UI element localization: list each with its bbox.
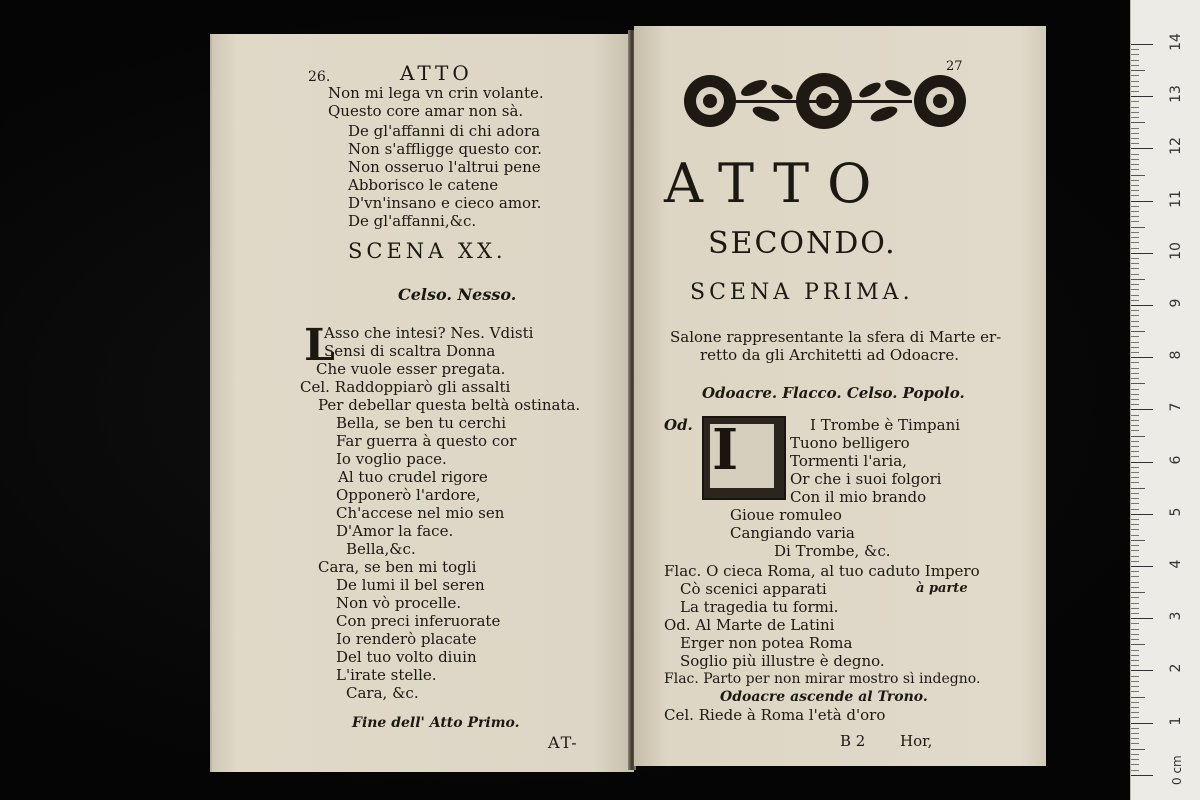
- ruler-tick: [1131, 738, 1139, 739]
- ruler-tick: [1131, 190, 1139, 191]
- ruler-tick: [1131, 686, 1139, 687]
- ruler-tick: [1131, 404, 1139, 405]
- ruler-tick: [1131, 670, 1153, 671]
- ruler-tick: [1131, 472, 1139, 473]
- ruler-tick: [1131, 315, 1139, 316]
- ruler-tick: [1131, 258, 1139, 259]
- scene-characters: Odoacre. Flacco. Celso. Popolo.: [702, 384, 965, 402]
- ruler-number: 14: [1168, 33, 1184, 51]
- ruler-tick: [1131, 378, 1139, 379]
- ruler-tick: [1131, 556, 1139, 557]
- ruler-tick: [1131, 284, 1139, 285]
- ruler-number: 6: [1168, 455, 1184, 465]
- song-line: De gl'affanni,&c.: [348, 212, 477, 230]
- ruler-tick: [1131, 112, 1139, 113]
- ruler-tick: [1131, 446, 1139, 447]
- ruler-tick: [1131, 603, 1139, 604]
- dialogue-line: L'irate stelle.: [336, 666, 437, 684]
- song-line: Non osseruo l'altrui pene: [348, 158, 541, 176]
- ruler-tick: [1131, 107, 1139, 108]
- verse-line: Di Trombe, &c.: [774, 542, 891, 560]
- song-line: D'vn'insano e cieco amor.: [348, 194, 542, 212]
- ruler-tick: [1131, 665, 1139, 666]
- ruler-tick: [1131, 279, 1145, 280]
- ruler-tick: [1131, 368, 1139, 369]
- dialogue-line: Cel. Raddoppiarò gli assalti: [300, 378, 511, 396]
- decorated-initial: [702, 416, 786, 500]
- ruler-tick: [1131, 576, 1139, 577]
- ruler-number: 11: [1168, 189, 1184, 208]
- dialogue-line: Asso che intesi? Nes. Vdisti: [324, 324, 534, 342]
- ruler-tick: [1131, 321, 1139, 322]
- ruler-tick: [1131, 44, 1153, 45]
- dialogue-line: De lumi il bel seren: [336, 576, 485, 594]
- ruler-tick: [1131, 91, 1139, 92]
- ruler-tick: [1131, 634, 1139, 635]
- catchword: AT-: [548, 733, 579, 752]
- dialogue-line: Cel. Riede à Roma l'età d'oro: [664, 706, 886, 724]
- ruler-tick: [1131, 357, 1153, 358]
- ruler-tick: [1131, 185, 1139, 186]
- dialogue-line: Per debellar questa beltà ostinata.: [318, 396, 581, 414]
- song-line: Abborisco le catene: [348, 176, 499, 194]
- initial-letter: I: [712, 417, 739, 483]
- ruler-tick: [1131, 70, 1145, 71]
- song-line: De gl'affanni di chi adora: [348, 122, 541, 140]
- dialogue-line: Cara, se ben mi togli: [318, 558, 477, 576]
- ruler-tick: [1131, 117, 1139, 118]
- ruler-tick: [1131, 347, 1139, 348]
- ruler-tick: [1131, 540, 1145, 541]
- setting-line: retto da gli Architetti ad Odoacre.: [700, 346, 959, 364]
- ruler-tick: [1131, 456, 1139, 457]
- ruler-tick: [1131, 211, 1139, 212]
- ruler-number: 8: [1168, 350, 1184, 360]
- ruler-tick: [1131, 60, 1139, 61]
- ruler-tick: [1131, 639, 1139, 640]
- ruler-tick: [1131, 712, 1139, 713]
- scene-title: SCENA XX.: [348, 239, 507, 263]
- ruler-tick: [1131, 86, 1139, 87]
- ruler-tick: [1131, 618, 1153, 619]
- ruler-tick: [1131, 300, 1139, 301]
- ruler-number: 7: [1168, 402, 1184, 412]
- ruler-tick: [1131, 159, 1139, 160]
- ruler-tick: [1131, 707, 1139, 708]
- ruler-tick: [1131, 221, 1139, 222]
- stage-aside: à parte: [916, 581, 968, 596]
- dialogue-line: Flac. O cieca Roma, al tuo caduto Impero: [664, 562, 980, 580]
- ruler-tick: [1131, 399, 1139, 400]
- ruler-number: 4: [1168, 559, 1184, 569]
- ruler-tick: [1131, 717, 1139, 718]
- ruler-tick: [1131, 545, 1139, 546]
- ruler-tick: [1131, 394, 1139, 395]
- ruler-tick: [1131, 770, 1139, 771]
- page-number: 27: [946, 59, 963, 74]
- ruler-tick: [1131, 389, 1139, 390]
- verse-line: I Trombe è Timpani: [810, 416, 961, 434]
- dialogue-line: Non vò procelle.: [336, 594, 462, 612]
- ruler-tick: [1131, 430, 1139, 431]
- ruler-tick: [1131, 206, 1139, 207]
- ruler-tick: [1131, 477, 1139, 478]
- ruler-tick: [1131, 702, 1139, 703]
- ruler-tick: [1131, 154, 1139, 155]
- dialogue-line: Io voglio pace.: [336, 450, 447, 468]
- ruler-tick: [1131, 169, 1139, 170]
- ruler-tick: [1131, 759, 1139, 760]
- measuring-ruler: [1130, 0, 1200, 800]
- ruler-tick: [1131, 420, 1139, 421]
- ruler-tick: [1131, 49, 1139, 50]
- ruler-tick: [1131, 237, 1139, 238]
- ruler-tick: [1131, 148, 1153, 149]
- dialogue-line: Bella, se ben tu cerchi: [336, 414, 506, 432]
- ruler-tick: [1131, 164, 1139, 165]
- ruler-tick: [1131, 644, 1145, 645]
- stage-direction: Odoacre ascende al Trono.: [720, 689, 928, 705]
- dialogue-line: Ch'accese nel mio sen: [336, 504, 505, 522]
- ruler-tick: [1131, 326, 1139, 327]
- ruler-tick: [1131, 498, 1139, 499]
- verse-line: Tuono belligero: [790, 434, 910, 452]
- ruler-tick: [1131, 352, 1139, 353]
- ruler-tick: [1131, 128, 1139, 129]
- ruler-tick: [1131, 122, 1145, 123]
- ruler-tick: [1131, 519, 1139, 520]
- ruler-tick: [1131, 597, 1139, 598]
- ruler-tick: [1131, 697, 1145, 698]
- dialogue-line: Del tuo volto diuin: [336, 648, 477, 666]
- verse-line: Cangiando varia: [730, 524, 855, 542]
- ruler-tick: [1131, 733, 1139, 734]
- ruler-number: 3: [1168, 611, 1184, 621]
- ruler-tick: [1131, 754, 1139, 755]
- page-number: 26.: [308, 69, 331, 85]
- ruler-tick: [1131, 373, 1139, 374]
- ruler-tick: [1131, 242, 1139, 243]
- ruler-tick: [1131, 613, 1139, 614]
- ruler-number: 9: [1168, 298, 1184, 308]
- ruler-tick: [1131, 441, 1139, 442]
- left-page: [210, 34, 634, 772]
- ruler-tick: [1131, 138, 1139, 139]
- ruler-tick: [1131, 362, 1139, 363]
- song-line: Questo core amar non sà.: [328, 102, 524, 120]
- dialogue-line: Soglio più illustre è degno.: [680, 652, 885, 670]
- ruler-tick: [1131, 451, 1139, 452]
- ruler-tick: [1131, 529, 1139, 530]
- dialogue-line: Sensi di scaltra Donna: [324, 342, 496, 360]
- ruler-tick: [1131, 592, 1145, 593]
- ruler-tick: [1131, 201, 1153, 202]
- ruler-number: 5: [1168, 507, 1184, 517]
- ruler-tick: [1131, 587, 1139, 588]
- ruler-tick: [1131, 743, 1139, 744]
- scene-title: SCENA PRIMA.: [690, 280, 914, 305]
- ruler-tick: [1131, 535, 1139, 536]
- drop-cap: L: [304, 320, 335, 371]
- ruler-unit-label: 0 cm: [1170, 755, 1184, 785]
- ruler-tick: [1131, 493, 1139, 494]
- ruler-tick: [1131, 509, 1139, 510]
- catchword: Hor,: [900, 732, 933, 750]
- ruler-tick: [1131, 175, 1145, 176]
- dialogue-line: Far guerra à questo cor: [336, 432, 517, 450]
- ruler-tick: [1131, 467, 1139, 468]
- dialogue-line: Cara, &c.: [346, 684, 419, 702]
- ruler-tick: [1131, 295, 1139, 296]
- end-of-act-note: Fine dell' Atto Primo.: [352, 715, 520, 731]
- ruler-tick: [1131, 629, 1139, 630]
- ruler-tick: [1131, 274, 1139, 275]
- ruler-tick: [1131, 503, 1139, 504]
- dialogue-line: La tragedia tu formi.: [680, 598, 839, 616]
- scene-characters: Celso. Nesso.: [398, 285, 517, 304]
- ruler-tick: [1131, 342, 1139, 343]
- dialogue-line: Od. Al Marte de Latini: [664, 616, 835, 634]
- right-page: [634, 26, 1046, 766]
- ruler-tick: [1131, 81, 1139, 82]
- dialogue-line: D'Amor la face.: [336, 522, 454, 540]
- ruler-tick: [1131, 54, 1139, 55]
- ruler-tick: [1131, 488, 1145, 489]
- ruler-tick: [1131, 676, 1139, 677]
- ruler-tick: [1131, 268, 1139, 269]
- ruler-tick: [1131, 289, 1139, 290]
- ruler-tick: [1131, 310, 1139, 311]
- verse-line: Tormenti l'aria,: [790, 452, 907, 470]
- ruler-tick: [1131, 681, 1139, 682]
- dialogue-line: Erger non potea Roma: [680, 634, 853, 652]
- dialogue-line: Con preci inferuorate: [336, 612, 501, 630]
- ruler-tick: [1131, 655, 1139, 656]
- ruler-tick: [1131, 305, 1153, 306]
- ruler-tick: [1131, 775, 1153, 776]
- ruler-tick: [1131, 524, 1139, 525]
- act-title: ATTO: [664, 152, 890, 215]
- ruler-tick: [1131, 415, 1139, 416]
- ruler-tick: [1131, 96, 1153, 97]
- verse-line: Or che i suoi folgori: [790, 470, 942, 488]
- dialogue-line: Flac. Parto per non mirar mostro sì indegno.: [664, 671, 981, 687]
- ruler-tick: [1131, 195, 1139, 196]
- ruler-tick: [1131, 216, 1139, 217]
- ruler-tick: [1131, 764, 1139, 765]
- ruler-number: 13: [1168, 85, 1184, 104]
- dialogue-line: Bella,&c.: [346, 540, 416, 558]
- ruler-tick: [1131, 133, 1139, 134]
- ruler-tick: [1131, 691, 1139, 692]
- song-line: Non mi lega vn crin volante.: [328, 84, 544, 102]
- setting-line: Salone rappresentante la sfera di Marte er-: [670, 328, 1002, 346]
- ruler-number: 10: [1168, 241, 1184, 260]
- dialogue-line: Che vuole esser pregata.: [316, 360, 506, 378]
- floral-ornament: [674, 68, 974, 134]
- ruler-tick: [1131, 75, 1139, 76]
- ruler-tick: [1131, 180, 1139, 181]
- act-subtitle: SECONDO.: [708, 226, 897, 261]
- ruler-tick: [1131, 383, 1145, 384]
- ruler-tick: [1131, 248, 1139, 249]
- ruler-tick: [1131, 65, 1139, 66]
- ruler-tick: [1131, 723, 1153, 724]
- ruler-tick: [1131, 227, 1145, 228]
- ruler-tick: [1131, 650, 1139, 651]
- ruler-tick: [1131, 409, 1153, 410]
- verse-line: Con il mio brando: [790, 488, 927, 506]
- ruler-tick: [1131, 571, 1139, 572]
- ruler-tick: [1131, 232, 1139, 233]
- ruler-tick: [1131, 728, 1139, 729]
- ruler-tick: [1131, 566, 1153, 567]
- ruler-tick: [1131, 582, 1139, 583]
- ruler-number: 2: [1168, 663, 1184, 673]
- ruler-tick: [1131, 263, 1139, 264]
- ruler-tick: [1131, 623, 1139, 624]
- ruler-tick: [1131, 425, 1139, 426]
- ruler-tick: [1131, 143, 1139, 144]
- speaker-label: Od.: [664, 416, 693, 434]
- ruler-tick: [1131, 561, 1139, 562]
- ruler-tick: [1131, 608, 1139, 609]
- ruler-tick: [1131, 436, 1145, 437]
- ruler-number: 1: [1168, 716, 1184, 726]
- ruler-tick: [1131, 749, 1145, 750]
- ruler-tick: [1131, 336, 1139, 337]
- ruler-tick: [1131, 550, 1139, 551]
- dialogue-line: Io renderò placate: [336, 630, 477, 648]
- ruler-tick: [1131, 101, 1139, 102]
- dialogue-line: Opponerò l'ardore,: [336, 486, 481, 504]
- verse-line: Gioue romuleo: [730, 506, 842, 524]
- ruler-tick: [1131, 514, 1153, 515]
- ruler-tick: [1131, 253, 1153, 254]
- ruler-number: 12: [1168, 137, 1184, 156]
- dialogue-line: Cò scenici apparati: [680, 580, 827, 598]
- ruler-tick: [1131, 462, 1153, 463]
- dialogue-line: Al tuo crudel rigore: [338, 468, 488, 486]
- signature-mark: B 2: [840, 732, 866, 750]
- ruler-tick: [1131, 331, 1145, 332]
- ruler-tick: [1131, 482, 1139, 483]
- ruler-tick: [1131, 660, 1139, 661]
- running-head: ATTO: [400, 61, 473, 85]
- song-line: Non s'affligge questo cor.: [348, 140, 542, 158]
